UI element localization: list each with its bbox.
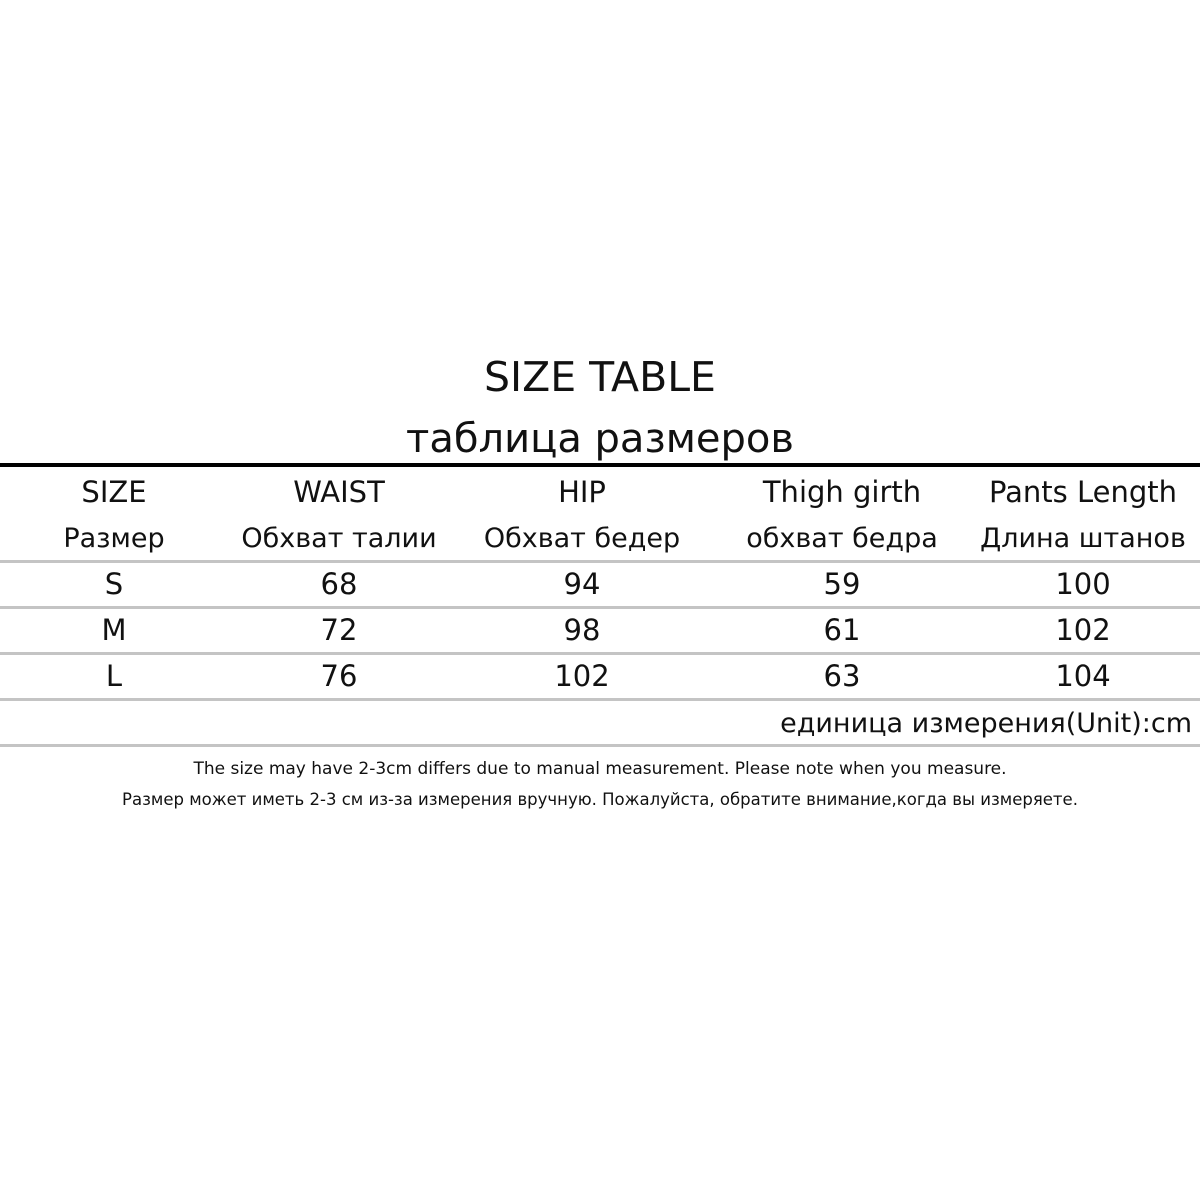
cell-thigh: 61	[823, 613, 861, 647]
row-divider	[0, 606, 1200, 609]
cell-length: 104	[1055, 659, 1111, 693]
cell-length: 102	[1055, 613, 1111, 647]
header-length-en: Pants Length	[988, 475, 1178, 509]
cell-size: S	[104, 567, 124, 601]
cell-thigh: 63	[823, 659, 861, 693]
note-en: The size may have 2-3cm differs due to manual measurement. Please note when you measure.	[193, 759, 1007, 779]
cell-waist: 68	[320, 567, 358, 601]
table-top-rule	[0, 463, 1200, 467]
note-ru: Размер может иметь 2-3 см из-за измерения вручную. Пожалуйста, обратите внимание,когда вы измеряете.	[122, 790, 1078, 809]
cell-hip: 94	[563, 567, 601, 601]
unit-label: единица измерения(Unit):cm	[780, 708, 1192, 739]
table-bottom-rule	[0, 744, 1200, 747]
header-thigh-ru: обхват бедра	[746, 523, 938, 554]
header-hip-en: HIP	[558, 475, 606, 509]
cell-length: 100	[1055, 567, 1111, 601]
row-divider	[0, 698, 1200, 701]
row-divider	[0, 560, 1200, 563]
cell-hip: 98	[563, 613, 601, 647]
header-size-en: SIZE	[81, 475, 147, 509]
header-hip-ru: Обхват бедер	[483, 523, 681, 554]
cell-thigh: 59	[823, 567, 861, 601]
cell-waist: 72	[320, 613, 358, 647]
header-length-ru: Длина штанов	[980, 523, 1186, 554]
header-waist-ru: Обхват талии	[241, 523, 437, 554]
header-waist-en: WAIST	[293, 475, 385, 509]
header-size-ru: Размер	[63, 523, 165, 554]
cell-size: M	[101, 613, 127, 647]
header-thigh-en: Thigh girth	[762, 475, 922, 509]
cell-waist: 76	[320, 659, 358, 693]
row-divider	[0, 652, 1200, 655]
cell-size: L	[105, 659, 123, 693]
title-en: SIZE TABLE	[484, 353, 716, 401]
cell-hip: 102	[554, 659, 610, 693]
title-ru: таблица размеров	[406, 416, 794, 462]
